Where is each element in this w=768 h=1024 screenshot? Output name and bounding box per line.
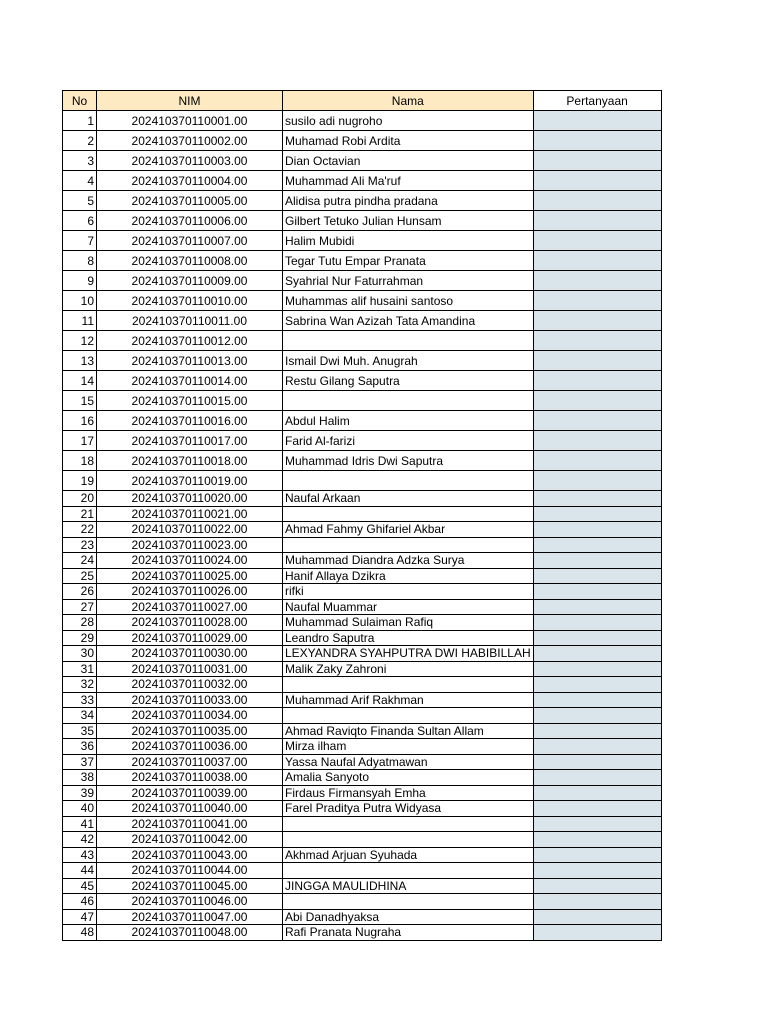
cell-nama[interactable] (283, 491, 534, 507)
cell-nim[interactable]: 202410370110047.00 (97, 909, 283, 925)
cell-no[interactable]: 2 (63, 131, 97, 151)
cell-nama-text: Rafi Pranata Nugraha (285, 925, 402, 940)
cell-no[interactable]: 40 (63, 801, 97, 817)
cell-nim[interactable]: 202410370110011.00 (97, 311, 283, 331)
cell-pertanyaan[interactable] (533, 863, 661, 879)
cell-nama[interactable] (283, 471, 534, 491)
table-row (63, 692, 662, 708)
cell-pertanyaan[interactable] (533, 251, 661, 271)
cell-nim[interactable]: 202410370110043.00 (97, 847, 283, 863)
cell-nama[interactable] (283, 878, 534, 894)
table-row (63, 553, 662, 569)
cell-nama[interactable] (283, 251, 534, 271)
cell-no[interactable]: 14 (63, 371, 97, 391)
cell-nama[interactable] (283, 431, 534, 451)
cell-pertanyaan[interactable] (533, 431, 661, 451)
cell-no[interactable]: 39 (63, 785, 97, 801)
cell-nama-text: Abi Danadhyaksa (285, 909, 380, 924)
table-row (63, 431, 662, 451)
cell-nama-text: Muhammad Sulaiman Rafiq (285, 615, 434, 630)
cell-nama[interactable] (283, 311, 534, 331)
cell-nim[interactable]: 202410370110016.00 (97, 411, 283, 431)
cell-no[interactable]: 8 (63, 251, 97, 271)
cell-nim[interactable]: 202410370110032.00 (97, 677, 283, 693)
cell-nama[interactable] (283, 599, 534, 615)
cell-nama-text: Amalia Sanyoto (285, 770, 370, 785)
cell-nim[interactable]: 202410370110001.00 (97, 111, 283, 131)
cell-nama-text: Malik Zaky Zahroni (285, 661, 387, 676)
cell-pertanyaan[interactable] (533, 391, 661, 411)
cell-pertanyaan[interactable] (533, 491, 661, 507)
cell-pertanyaan[interactable] (533, 739, 661, 755)
table-row (63, 451, 662, 471)
cell-nama[interactable] (283, 231, 534, 251)
table-row (63, 351, 662, 371)
cell-pertanyaan[interactable] (533, 111, 661, 131)
cell-nama[interactable] (283, 171, 534, 191)
cell-no[interactable]: 19 (63, 471, 97, 491)
cell-nim[interactable]: 202410370110017.00 (97, 431, 283, 451)
cell-no[interactable]: 3 (63, 151, 97, 171)
table-row (63, 770, 662, 786)
table-row (63, 191, 662, 211)
cell-nama-text: rifki (285, 584, 304, 599)
cell-nama[interactable] (283, 615, 534, 631)
cell-no[interactable]: 41 (63, 816, 97, 832)
cell-nim[interactable]: 202410370110023.00 (97, 537, 283, 553)
table-row (63, 568, 662, 584)
table-body (63, 111, 662, 941)
cell-no[interactable]: 29 (63, 630, 97, 646)
cell-pertanyaan[interactable] (533, 131, 661, 151)
cell-pertanyaan[interactable] (533, 411, 661, 431)
cell-no[interactable]: 43 (63, 847, 97, 863)
cell-nama-text: Farid Al-farizi (285, 433, 356, 448)
header-pertanyaan: Pertanyaan (533, 91, 661, 111)
cell-nim[interactable]: 202410370110019.00 (97, 471, 283, 491)
cell-nama-text: Tegar Tutu Empar Pranata (285, 253, 426, 268)
cell-pertanyaan[interactable] (533, 371, 661, 391)
cell-no[interactable]: 21 (63, 506, 97, 522)
cell-pertanyaan[interactable] (533, 191, 661, 211)
cell-nama-text: Abdul Halim (285, 413, 350, 428)
cell-nama[interactable] (283, 770, 534, 786)
cell-nim[interactable]: 202410370110038.00 (97, 770, 283, 786)
cell-nama-text: Muhammas alif husaini santoso (285, 293, 454, 308)
cell-nama-text: Hanif Allaya Dzikra (285, 568, 386, 583)
cell-nim[interactable]: 202410370110013.00 (97, 351, 283, 371)
cell-nama-text: Sabrina Wan Azizah Tata Amandina (285, 313, 476, 328)
cell-nama[interactable] (283, 894, 534, 910)
cell-pertanyaan[interactable] (533, 925, 661, 941)
cell-nim[interactable]: 202410370110024.00 (97, 553, 283, 569)
table-row (63, 878, 662, 894)
table-row (63, 291, 662, 311)
cell-no[interactable]: 16 (63, 411, 97, 431)
cell-nama[interactable] (283, 271, 534, 291)
cell-nama-text: Alidisa putra pindha pradana (285, 193, 438, 208)
cell-pertanyaan[interactable] (533, 770, 661, 786)
cell-nama[interactable] (283, 371, 534, 391)
cell-nama[interactable] (283, 630, 534, 646)
cell-pertanyaan[interactable] (533, 615, 661, 631)
table-row (63, 311, 662, 331)
cell-pertanyaan[interactable] (533, 151, 661, 171)
cell-no[interactable]: 17 (63, 431, 97, 451)
cell-nim[interactable]: 202410370110022.00 (97, 522, 283, 538)
cell-pertanyaan[interactable] (533, 351, 661, 371)
cell-no[interactable]: 24 (63, 553, 97, 569)
cell-nim[interactable]: 202410370110042.00 (97, 832, 283, 848)
table-row (63, 894, 662, 910)
cell-no[interactable]: 42 (63, 832, 97, 848)
cell-no[interactable]: 32 (63, 677, 97, 693)
cell-pertanyaan[interactable] (533, 553, 661, 569)
cell-nama[interactable] (283, 151, 534, 171)
cell-nim[interactable]: 202410370110036.00 (97, 739, 283, 755)
cell-pertanyaan[interactable] (533, 331, 661, 351)
cell-no[interactable]: 31 (63, 661, 97, 677)
cell-nim[interactable]: 202410370110006.00 (97, 211, 283, 231)
cell-no[interactable]: 35 (63, 723, 97, 739)
cell-pertanyaan[interactable] (533, 832, 661, 848)
cell-nama[interactable] (283, 646, 534, 662)
table-row (63, 646, 662, 662)
cell-nama[interactable] (283, 584, 534, 600)
table-row (63, 251, 662, 271)
table-row (63, 832, 662, 848)
cell-no[interactable]: 4 (63, 171, 97, 191)
cell-pertanyaan[interactable] (533, 231, 661, 251)
cell-no[interactable]: 12 (63, 331, 97, 351)
cell-nama[interactable] (283, 739, 534, 755)
cell-nama[interactable] (283, 111, 534, 131)
cell-nama-text: Firdaus Firmansyah Emha (285, 785, 426, 800)
cell-no[interactable]: 9 (63, 271, 97, 291)
cell-nama[interactable] (283, 708, 534, 724)
cell-no[interactable]: 47 (63, 909, 97, 925)
cell-nama[interactable] (283, 191, 534, 211)
cell-pertanyaan[interactable] (533, 801, 661, 817)
cell-nama-text: Muhammad Idris Dwi Saputra (285, 453, 444, 468)
cell-pertanyaan[interactable] (533, 894, 661, 910)
cell-nama-text: Naufal Muammar (285, 599, 378, 614)
cell-nim[interactable]: 202410370110005.00 (97, 191, 283, 211)
cell-nama[interactable] (283, 677, 534, 693)
cell-nama[interactable] (283, 909, 534, 925)
cell-pertanyaan[interactable] (533, 471, 661, 491)
cell-pertanyaan[interactable] (533, 692, 661, 708)
header-row (63, 91, 662, 111)
cell-nama[interactable] (283, 351, 534, 371)
cell-nama-text: Naufal Arkaan (285, 491, 361, 506)
cell-pertanyaan[interactable] (533, 522, 661, 538)
cell-nim[interactable]: 202410370110008.00 (97, 251, 283, 271)
cell-nim[interactable]: 202410370110009.00 (97, 271, 283, 291)
cell-nama-text: Restu Gilang Saputra (285, 373, 400, 388)
cell-nim[interactable]: 202410370110028.00 (97, 615, 283, 631)
cell-nama-text: Dian Octavian (285, 153, 361, 168)
cell-nama[interactable] (283, 506, 534, 522)
cell-no[interactable]: 18 (63, 451, 97, 471)
cell-nama-text: Gilbert Tetuko Julian Hunsam (285, 213, 442, 228)
cell-nama[interactable] (283, 391, 534, 411)
cell-nama-text: Leandro Saputra (285, 630, 375, 645)
cell-nim[interactable]: 202410370110037.00 (97, 754, 283, 770)
table-row (63, 491, 662, 507)
cell-nama[interactable] (283, 661, 534, 677)
table-row (63, 739, 662, 755)
cell-no[interactable]: 23 (63, 537, 97, 553)
table-row (63, 371, 662, 391)
table-row (63, 661, 662, 677)
table-row (63, 785, 662, 801)
cell-nama[interactable] (283, 211, 534, 231)
cell-nama[interactable] (283, 785, 534, 801)
header-nama: Nama (283, 91, 534, 111)
cell-nim[interactable]: 202410370110018.00 (97, 451, 283, 471)
cell-nama-text: Muhammad Ali Ma'ruf (285, 173, 401, 188)
cell-nim[interactable]: 202410370110046.00 (97, 894, 283, 910)
cell-no[interactable]: 15 (63, 391, 97, 411)
cell-pertanyaan[interactable] (533, 646, 661, 662)
cell-pertanyaan[interactable] (533, 785, 661, 801)
cell-no[interactable]: 28 (63, 615, 97, 631)
cell-nama-text: susilo adi nugroho (285, 113, 383, 128)
cell-nama[interactable] (283, 553, 534, 569)
cell-nama-text: Ahmad Fahmy Ghifariel Akbar (285, 522, 446, 537)
cell-nama[interactable] (283, 816, 534, 832)
cell-nama[interactable] (283, 331, 534, 351)
cell-nama-text: LEXYANDRA SYAHPUTRA DWI HABIBILLAH (285, 646, 531, 661)
cell-nama[interactable] (283, 863, 534, 879)
cell-nama-text: Ahmad Raviqto Finanda Sultan Allam (285, 723, 484, 738)
cell-no[interactable]: 13 (63, 351, 97, 371)
cell-nim[interactable]: 202410370110029.00 (97, 630, 283, 646)
cell-nama-text: Akhmad Arjuan Syuhada (285, 847, 418, 862)
cell-pertanyaan[interactable] (533, 599, 661, 615)
cell-pertanyaan[interactable] (533, 754, 661, 770)
table-row (63, 522, 662, 538)
table-row (63, 708, 662, 724)
table-row (63, 909, 662, 925)
cell-pertanyaan[interactable] (533, 451, 661, 471)
table-row (63, 211, 662, 231)
table-row (63, 391, 662, 411)
cell-nim[interactable]: 202410370110045.00 (97, 878, 283, 894)
cell-nama[interactable] (283, 925, 534, 941)
table-row (63, 677, 662, 693)
table-row (63, 231, 662, 251)
cell-pertanyaan[interactable] (533, 661, 661, 677)
cell-nim[interactable]: 202410370110026.00 (97, 584, 283, 600)
table-row (63, 754, 662, 770)
cell-pertanyaan[interactable] (533, 847, 661, 863)
cell-nim[interactable]: 202410370110021.00 (97, 506, 283, 522)
cell-no[interactable]: 48 (63, 925, 97, 941)
cell-nama[interactable] (283, 692, 534, 708)
cell-no[interactable]: 6 (63, 211, 97, 231)
cell-nim[interactable]: 202410370110027.00 (97, 599, 283, 615)
cell-no[interactable]: 22 (63, 522, 97, 538)
cell-no[interactable]: 11 (63, 311, 97, 331)
table-row (63, 331, 662, 351)
cell-nama[interactable] (283, 832, 534, 848)
table-row (63, 615, 662, 631)
cell-nama-text: Muhammad Arif Rakhman (285, 692, 424, 707)
cell-pertanyaan[interactable] (533, 909, 661, 925)
cell-no[interactable]: 30 (63, 646, 97, 662)
table-row (63, 151, 662, 171)
cell-no[interactable]: 38 (63, 770, 97, 786)
table-row (63, 816, 662, 832)
cell-nama[interactable] (283, 131, 534, 151)
table-row (63, 537, 662, 553)
cell-nama[interactable] (283, 754, 534, 770)
header-no: No (63, 91, 97, 111)
table-row (63, 723, 662, 739)
cell-pertanyaan[interactable] (533, 211, 661, 231)
cell-no[interactable]: 5 (63, 191, 97, 211)
cell-nim[interactable]: 202410370110003.00 (97, 151, 283, 171)
cell-nim[interactable]: 202410370110020.00 (97, 491, 283, 507)
cell-pertanyaan[interactable] (533, 878, 661, 894)
cell-no[interactable]: 27 (63, 599, 97, 615)
table-row (63, 863, 662, 879)
cell-nim[interactable]: 202410370110004.00 (97, 171, 283, 191)
cell-nim[interactable]: 202410370110014.00 (97, 371, 283, 391)
cell-nim[interactable]: 202410370110002.00 (97, 131, 283, 151)
cell-pertanyaan[interactable] (533, 568, 661, 584)
cell-pertanyaan[interactable] (533, 630, 661, 646)
cell-nama[interactable] (283, 411, 534, 431)
table-row (63, 506, 662, 522)
cell-pertanyaan[interactable] (533, 537, 661, 553)
table-row (63, 584, 662, 600)
cell-nama-text: Ismail Dwi Muh. Anugrah (285, 353, 418, 368)
cell-nim[interactable]: 202410370110015.00 (97, 391, 283, 411)
cell-no[interactable]: 26 (63, 584, 97, 600)
cell-no[interactable]: 44 (63, 863, 97, 879)
student-table (62, 90, 662, 941)
cell-pertanyaan[interactable] (533, 723, 661, 739)
table-row (63, 271, 662, 291)
cell-pertanyaan[interactable] (533, 171, 661, 191)
table-row (63, 111, 662, 131)
table-row (63, 925, 662, 941)
cell-nim[interactable]: 202410370110039.00 (97, 785, 283, 801)
cell-nama-text: Muhammad Diandra Adzka Surya (285, 553, 465, 568)
cell-nama[interactable] (283, 537, 534, 553)
cell-pertanyaan[interactable] (533, 311, 661, 331)
cell-nama-text: Syahrial Nur Faturrahman (285, 273, 424, 288)
cell-nama-text: Farel Praditya Putra Widyasa (285, 801, 442, 816)
cell-nama[interactable] (283, 801, 534, 817)
cell-nim[interactable]: 202410370110034.00 (97, 708, 283, 724)
table-row (63, 131, 662, 151)
table-row (63, 471, 662, 491)
cell-no[interactable]: 33 (63, 692, 97, 708)
table-row (63, 171, 662, 191)
cell-nim[interactable]: 202410370110007.00 (97, 231, 283, 251)
cell-nim[interactable]: 202410370110012.00 (97, 331, 283, 351)
cell-nama-text: JINGGA MAULIDHINA (285, 878, 407, 893)
cell-no[interactable]: 36 (63, 739, 97, 755)
cell-no[interactable]: 37 (63, 754, 97, 770)
cell-no[interactable]: 46 (63, 894, 97, 910)
table-row (63, 847, 662, 863)
table-row (63, 630, 662, 646)
cell-pertanyaan[interactable] (533, 291, 661, 311)
cell-nama-text: Muhamad Robi Ardita (285, 133, 401, 148)
header-nim: NIM (97, 91, 283, 111)
cell-nim[interactable]: 202410370110044.00 (97, 863, 283, 879)
cell-nim[interactable]: 202410370110040.00 (97, 801, 283, 817)
cell-no[interactable]: 45 (63, 878, 97, 894)
cell-nim[interactable]: 202410370110035.00 (97, 723, 283, 739)
cell-no[interactable]: 7 (63, 231, 97, 251)
cell-pertanyaan[interactable] (533, 816, 661, 832)
cell-nama-text: Mirza ilham (285, 739, 347, 754)
cell-no[interactable]: 34 (63, 708, 97, 724)
cell-nama[interactable] (283, 522, 534, 538)
cell-nim[interactable]: 202410370110030.00 (97, 646, 283, 662)
table-row (63, 801, 662, 817)
cell-nim[interactable]: 202410370110010.00 (97, 291, 283, 311)
cell-nama[interactable] (283, 291, 534, 311)
cell-nim[interactable]: 202410370110025.00 (97, 568, 283, 584)
table-row (63, 599, 662, 615)
cell-no[interactable]: 25 (63, 568, 97, 584)
cell-pertanyaan[interactable] (533, 708, 661, 724)
cell-nama[interactable] (283, 568, 534, 584)
cell-nama[interactable] (283, 723, 534, 739)
cell-nama-text: Halim Mubidi (285, 233, 355, 248)
cell-no[interactable]: 1 (63, 111, 97, 131)
cell-no[interactable]: 20 (63, 491, 97, 507)
cell-nim[interactable]: 202410370110048.00 (97, 925, 283, 941)
cell-pertanyaan[interactable] (533, 677, 661, 693)
cell-nama[interactable] (283, 451, 534, 471)
cell-nim[interactable]: 202410370110041.00 (97, 816, 283, 832)
table-row (63, 411, 662, 431)
cell-pertanyaan[interactable] (533, 271, 661, 291)
cell-nama[interactable] (283, 847, 534, 863)
cell-no[interactable]: 10 (63, 291, 97, 311)
cell-nama-text: Yassa Naufal Adyatmawan (285, 754, 428, 769)
cell-nim[interactable]: 202410370110031.00 (97, 661, 283, 677)
cell-pertanyaan[interactable] (533, 506, 661, 522)
cell-pertanyaan[interactable] (533, 584, 661, 600)
cell-nim[interactable]: 202410370110033.00 (97, 692, 283, 708)
